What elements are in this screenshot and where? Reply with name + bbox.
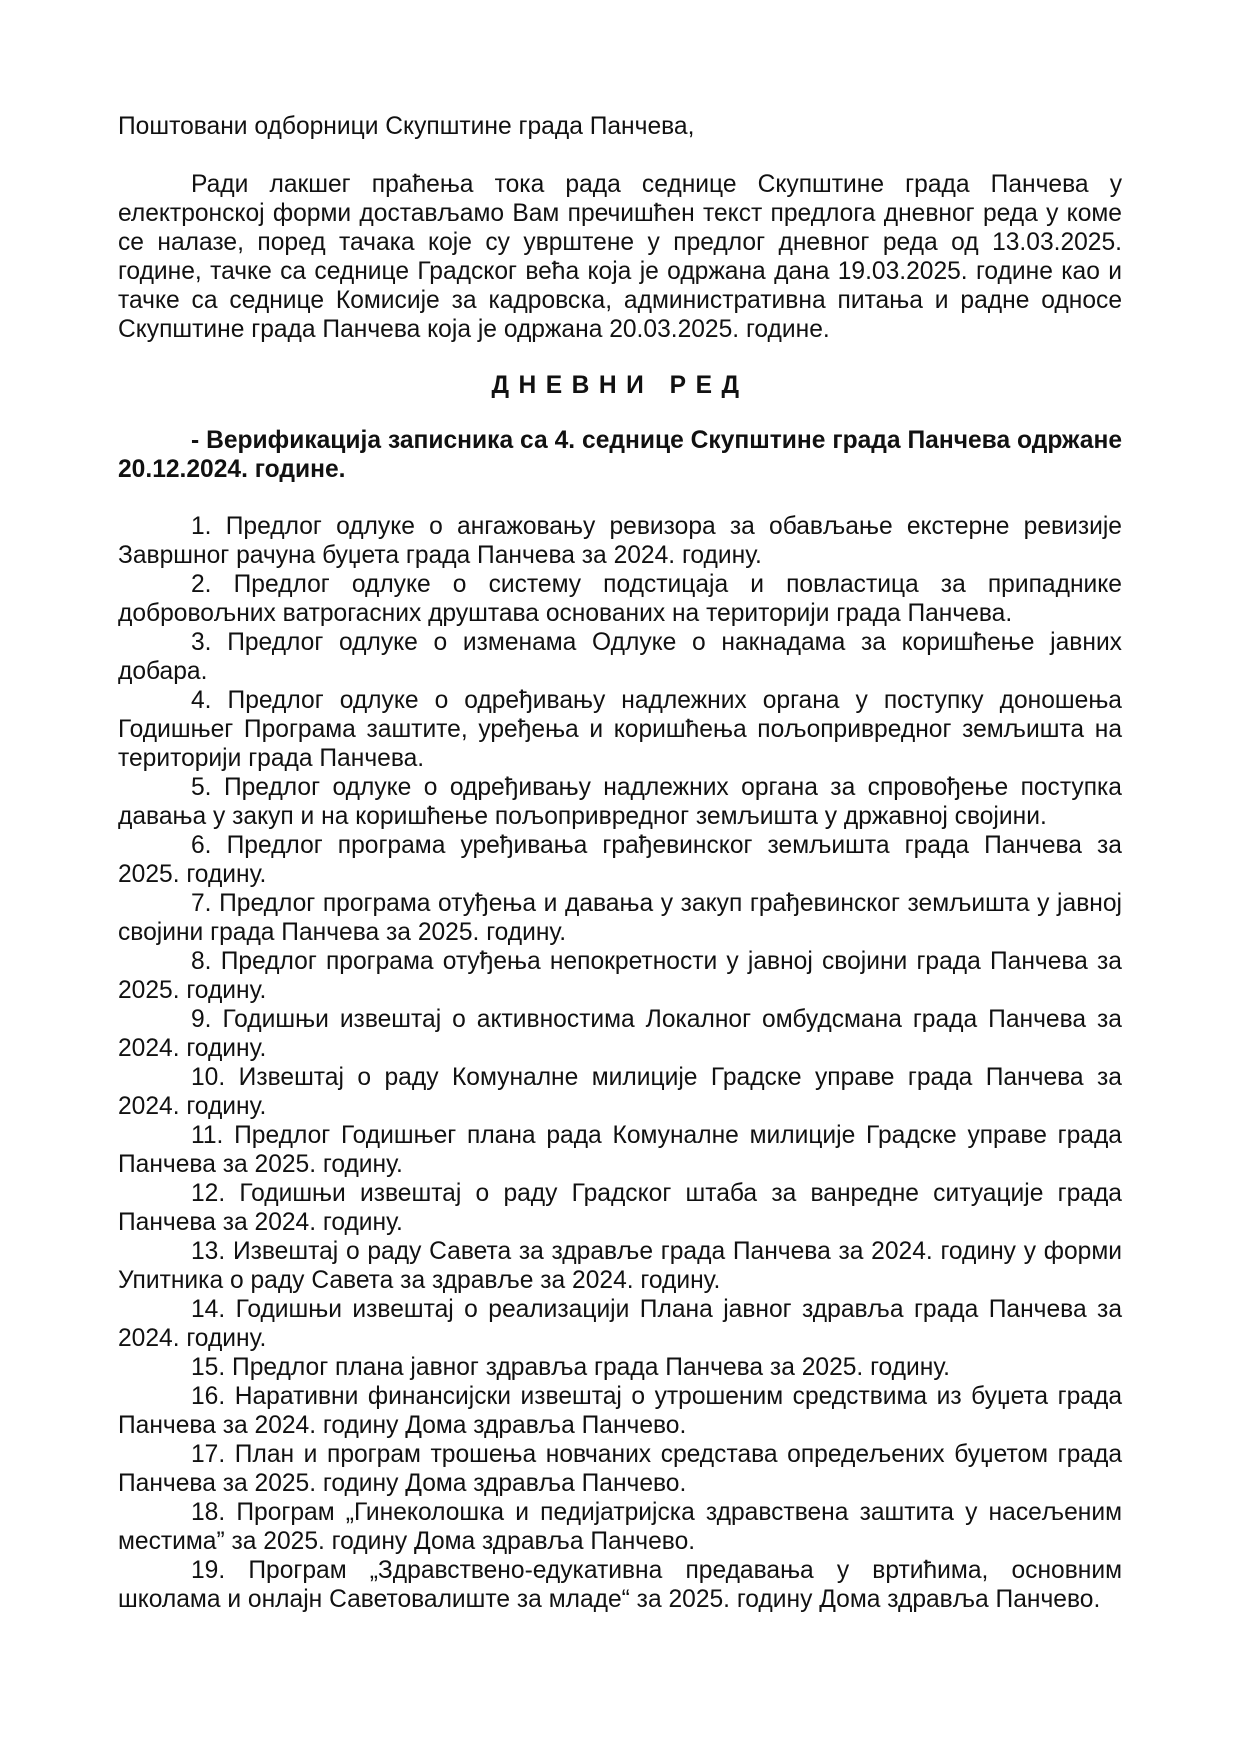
minutes-verification-item: - Верификација записника са 4. седнице Скупштине града Панчева одржане 20.12.2024. године. xyxy=(118,427,1122,483)
agenda-item-number: 10. xyxy=(191,1064,226,1091)
intro-paragraph: Ради лакшег праћења тока рада седнице Скупштине града Панчева у електронској форми достављамо Вам пречишћен текст предлога дневног реда у коме се налазе, поред тачака које су уврштене у предлог дневног реда од 13.03.2025. године, тачке са седнице Градског већа која је одржана дана 19.03.2025. године као и тачке са седнице Комисије за кадровска, административна питања и радне односе Скупштине града Панчева која је одржана 20.03.2025. године. xyxy=(118,171,1122,343)
agenda-item xyxy=(118,628,1122,686)
agenda-item-number: 1. xyxy=(191,513,212,540)
agenda-item-text: Предлог одлуке о изменама Одлуке о накнадама за коришћење јавних добара. xyxy=(118,629,1122,685)
agenda-item-number: 3. xyxy=(191,629,212,656)
agenda-item-text: Наративни финансијски извештај о утрошеним средствима из буџета града Панчева за 2024. годину Дома здравља Панчево. xyxy=(118,1383,1122,1439)
agenda-item-number: 17. xyxy=(191,1441,226,1468)
agenda-item xyxy=(118,1353,1122,1382)
agenda-item-text: Годишњи извештај о реализацији Плана јавног здравља града Панчева за 2024. годину. xyxy=(118,1296,1122,1352)
agenda-item-text: Предлог програма уређивања грађевинског земљишта града Панчева за 2025. годину. xyxy=(118,832,1122,888)
agenda-item-text: Предлог одлуке о одређивању надлежних органа за спровођење поступка давања у закуп и на коришћење пољопривредног земљишта у државној својини. xyxy=(118,774,1122,830)
agenda-item-text: Предлог одлуке о одређивању надлежних органа у поступку доношења Годишњег Програма заштите, уређења и коришћења пољопривредног земљишта на територији града Панчева. xyxy=(118,687,1122,772)
agenda-item-number: 12. xyxy=(191,1180,226,1207)
agenda-item xyxy=(118,773,1122,831)
agenda-item-text: Предлог одлуке о систему подстицаја и повластица за припаднике добровољних ватрогасних друштава основаних на територији града Панчева. xyxy=(118,571,1122,627)
agenda-item xyxy=(118,686,1122,773)
document-page xyxy=(118,104,1122,1614)
agenda-item xyxy=(118,1440,1122,1498)
agenda-item-text: Предлог одлуке о ангажовању ревизора за обављање екстерне ревизије Завршног рачуна буџета града Панчева за 2024. годину. xyxy=(118,513,1122,569)
agenda-item xyxy=(118,570,1122,628)
agenda-item-number: 18. xyxy=(191,1499,226,1526)
agenda-item-number: 15. xyxy=(191,1354,226,1381)
agenda-item-text: Предлог програма отуђења и давања у закуп грађевинског земљишта у јавној својини града Панчева за 2025. годину. xyxy=(118,890,1122,946)
agenda-heading: ДНЕВНИ РЕД xyxy=(491,372,749,399)
agenda-item-text: Извештај о раду Савета за здравље града Панчева за 2024. годину у форми Упитника о раду Савета за здравље за 2024. годину. xyxy=(118,1238,1122,1294)
agenda-item xyxy=(118,1005,1122,1063)
agenda-item-number: 13. xyxy=(191,1238,226,1265)
agenda-item xyxy=(118,1556,1122,1614)
agenda-item-text: Годишњи извештај о раду Градског штаба за ванредне ситуације града Панчева за 2024. годину. xyxy=(118,1180,1122,1236)
agenda-item-text: Предлог плана јавног здравља града Панчева за 2025. годину. xyxy=(232,1354,950,1381)
agenda-item-number: 2. xyxy=(191,571,212,598)
agenda-item-number: 5. xyxy=(191,774,212,801)
agenda-item xyxy=(118,947,1122,1005)
agenda-item-text: Предлог Годишњег плана рада Комуналне милиције Градске управе града Панчева за 2025. годину. xyxy=(118,1122,1122,1178)
agenda-item xyxy=(118,1382,1122,1440)
agenda-item xyxy=(118,1498,1122,1556)
agenda-item xyxy=(118,831,1122,889)
agenda-item xyxy=(118,1237,1122,1295)
agenda-item-number: 7. xyxy=(191,890,212,917)
agenda-item-number: 4. xyxy=(191,687,212,714)
agenda-item-text: Годишњи извештај о активностима Локалног омбудсмана града Панчева за 2024. годину. xyxy=(118,1006,1122,1062)
agenda-item xyxy=(118,1179,1122,1237)
agenda-item xyxy=(118,512,1122,570)
agenda-item-text: План и програм трошења новчаних средстава опредељених буџетом града Панчева за 2025. годину Дома здравља Панчево. xyxy=(118,1441,1122,1497)
agenda-item-text: Програм „Здравствено-едукативна предавања у вртићима, основним школама и онлајн Саветовалиште за младе“ за 2025. годину Дома здравља Панчево. xyxy=(118,1557,1122,1613)
agenda-item-text: Програм „Гинеколошка и педијатријска здравствена заштита у насељеним местима” за 2025. годину Дома здравља Панчево. xyxy=(118,1499,1122,1555)
agenda-item-number: 14. xyxy=(191,1296,226,1323)
agenda-list xyxy=(118,512,1122,1614)
greeting: Поштовани одборници Скупштине града Панчева, xyxy=(118,113,695,140)
agenda-item-number: 9. xyxy=(191,1006,212,1033)
agenda-item-number: 16. xyxy=(191,1383,226,1410)
agenda-item-text: Предлог програма отуђења непокретности у јавној својини града Панчева за 2025. годину. xyxy=(118,948,1122,1004)
agenda-item xyxy=(118,1295,1122,1353)
agenda-item-number: 6. xyxy=(191,832,212,859)
agenda-item-number: 19. xyxy=(191,1557,226,1584)
agenda-item-text: Извештај о раду Комуналне милиције Градске управе града Панчева за 2024. годину. xyxy=(118,1064,1122,1120)
agenda-item-number: 8. xyxy=(191,948,212,975)
agenda-item xyxy=(118,889,1122,947)
agenda-item xyxy=(118,1121,1122,1179)
agenda-item xyxy=(118,1063,1122,1121)
agenda-item-number: 11. xyxy=(191,1122,224,1149)
